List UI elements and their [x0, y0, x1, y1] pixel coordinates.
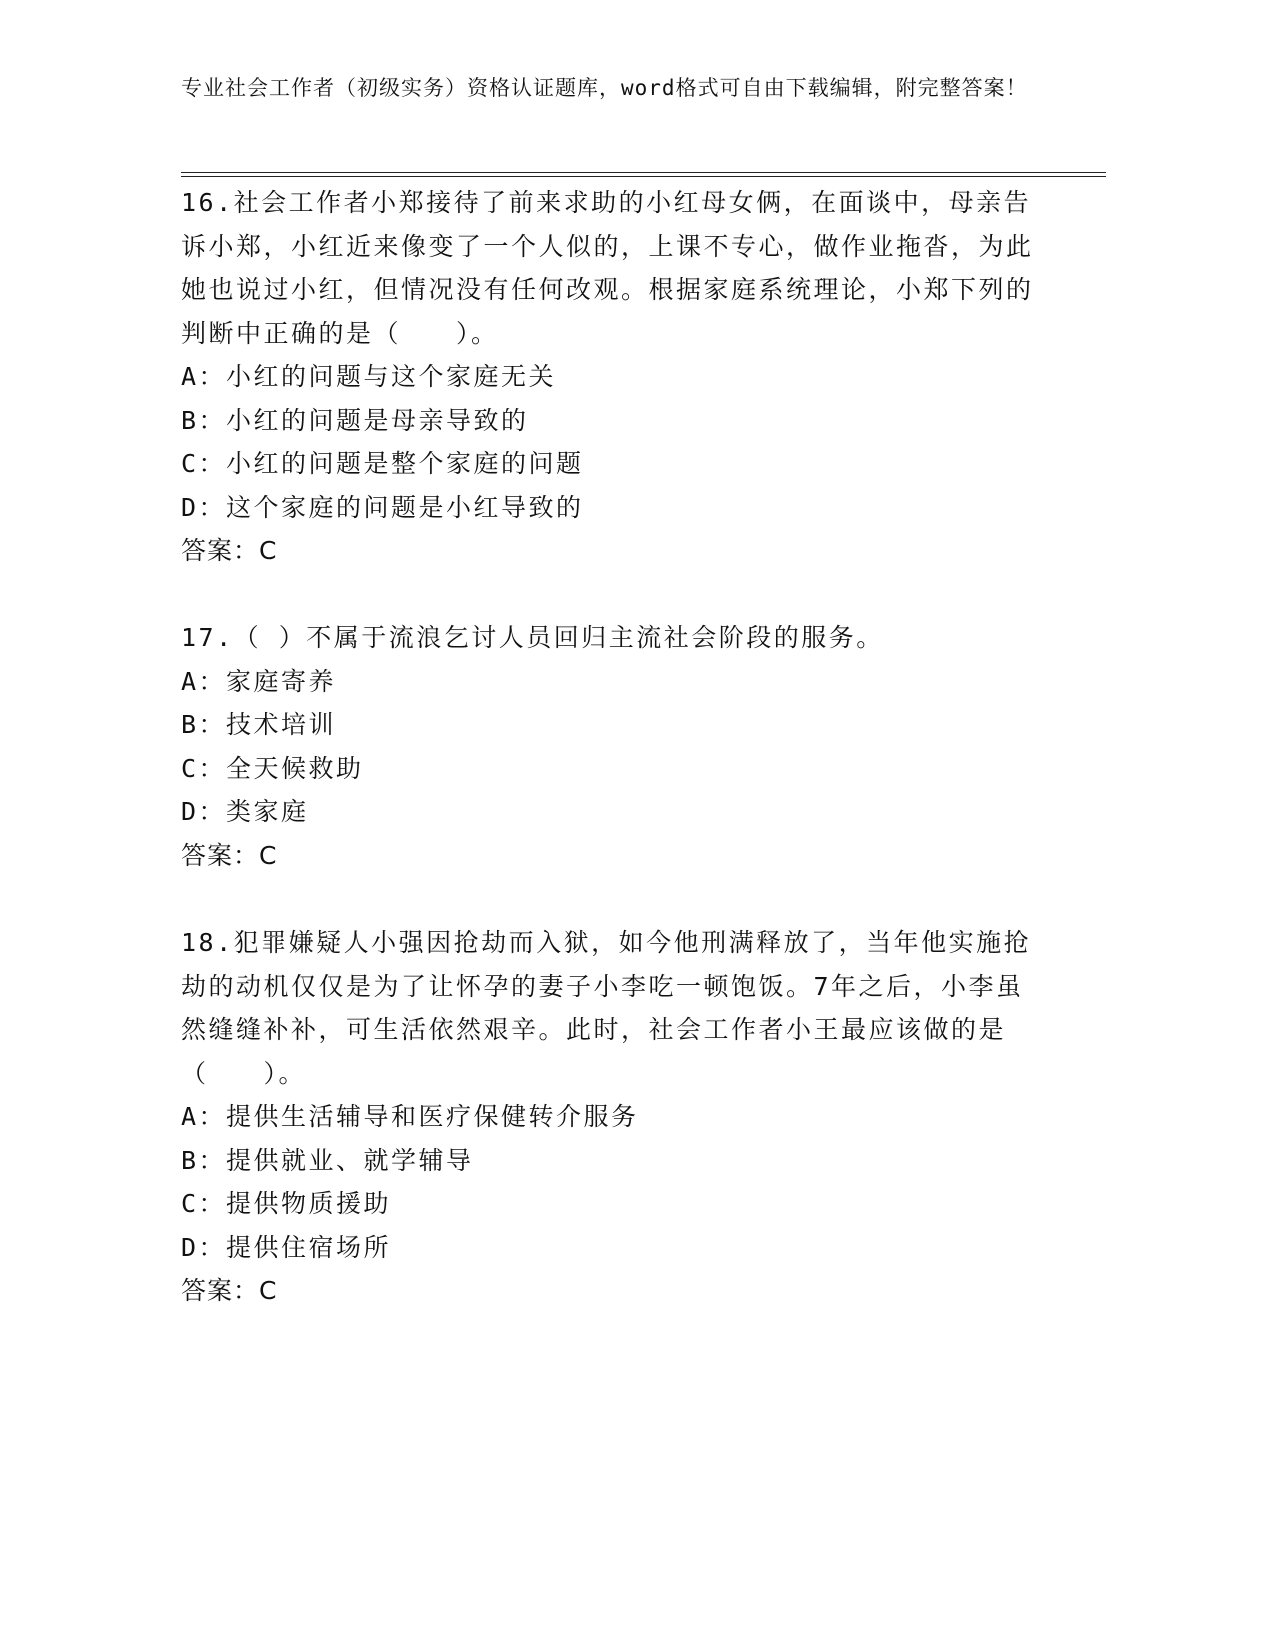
option-a: A：小红的问题与这个家庭无关 — [181, 362, 557, 391]
header-rule-bottom — [181, 176, 1106, 177]
option-d: D：提供住宿场所 — [181, 1232, 392, 1262]
question-stem: 18.犯罪嫌疑人小强因抢劫而入狱，如今他刑满释放了，当年他实施抢劫的动机仅仅是为了让怀孕的妻子小李吃一顿饱饭。7年之后，小李虽然缝缝补补，可生活依然艰辛。此时，社会工作者小王最应该做的是（ ）。 — [181, 928, 1032, 1088]
question-18 — [181, 921, 1041, 1313]
option-c: C：小红的问题是整个家庭的问题 — [181, 449, 584, 478]
header-note: 专业社会工作者（初级实务）资格认证题库，word格式可自由下载编辑，附完整答案！ — [181, 76, 1028, 100]
option-c: C：提供物质援助 — [181, 1189, 392, 1218]
answer-line: 答案：C — [181, 536, 278, 565]
option-a: A：家庭寄养 — [181, 666, 337, 696]
question-stem: 17.（ ）不属于流浪乞讨人员回归主流社会阶段的服务。 — [181, 623, 884, 652]
option-b: B：小红的问题是母亲导致的 — [181, 405, 529, 435]
option-b: B：提供就业、就学辅导 — [181, 1145, 474, 1175]
header-rule-top — [181, 172, 1106, 173]
option-c: C：全天候救助 — [181, 753, 364, 783]
option-b: B：技术培训 — [181, 710, 337, 739]
option-d: D：这个家庭的问题是小红导致的 — [181, 492, 584, 522]
question-16 — [181, 181, 1041, 573]
option-d: D：类家庭 — [181, 797, 309, 826]
question-stem: 16.社会工作者小郑接待了前来求助的小红母女俩，在面谈中，母亲告诉小郑，小红近来像变了一个人似的，上课不专心，做作业拖沓，为此她也说过小红，但情况没有任何改观。根据家庭系统理论，小郑下列的判断中正确的是（ ）。 — [181, 188, 1034, 348]
answer-line: 答案：C — [181, 840, 278, 870]
question-17 — [181, 616, 1041, 877]
option-a: A：提供生活辅导和医疗保健转介服务 — [181, 1102, 639, 1131]
answer-line: 答案：C — [181, 1276, 278, 1305]
